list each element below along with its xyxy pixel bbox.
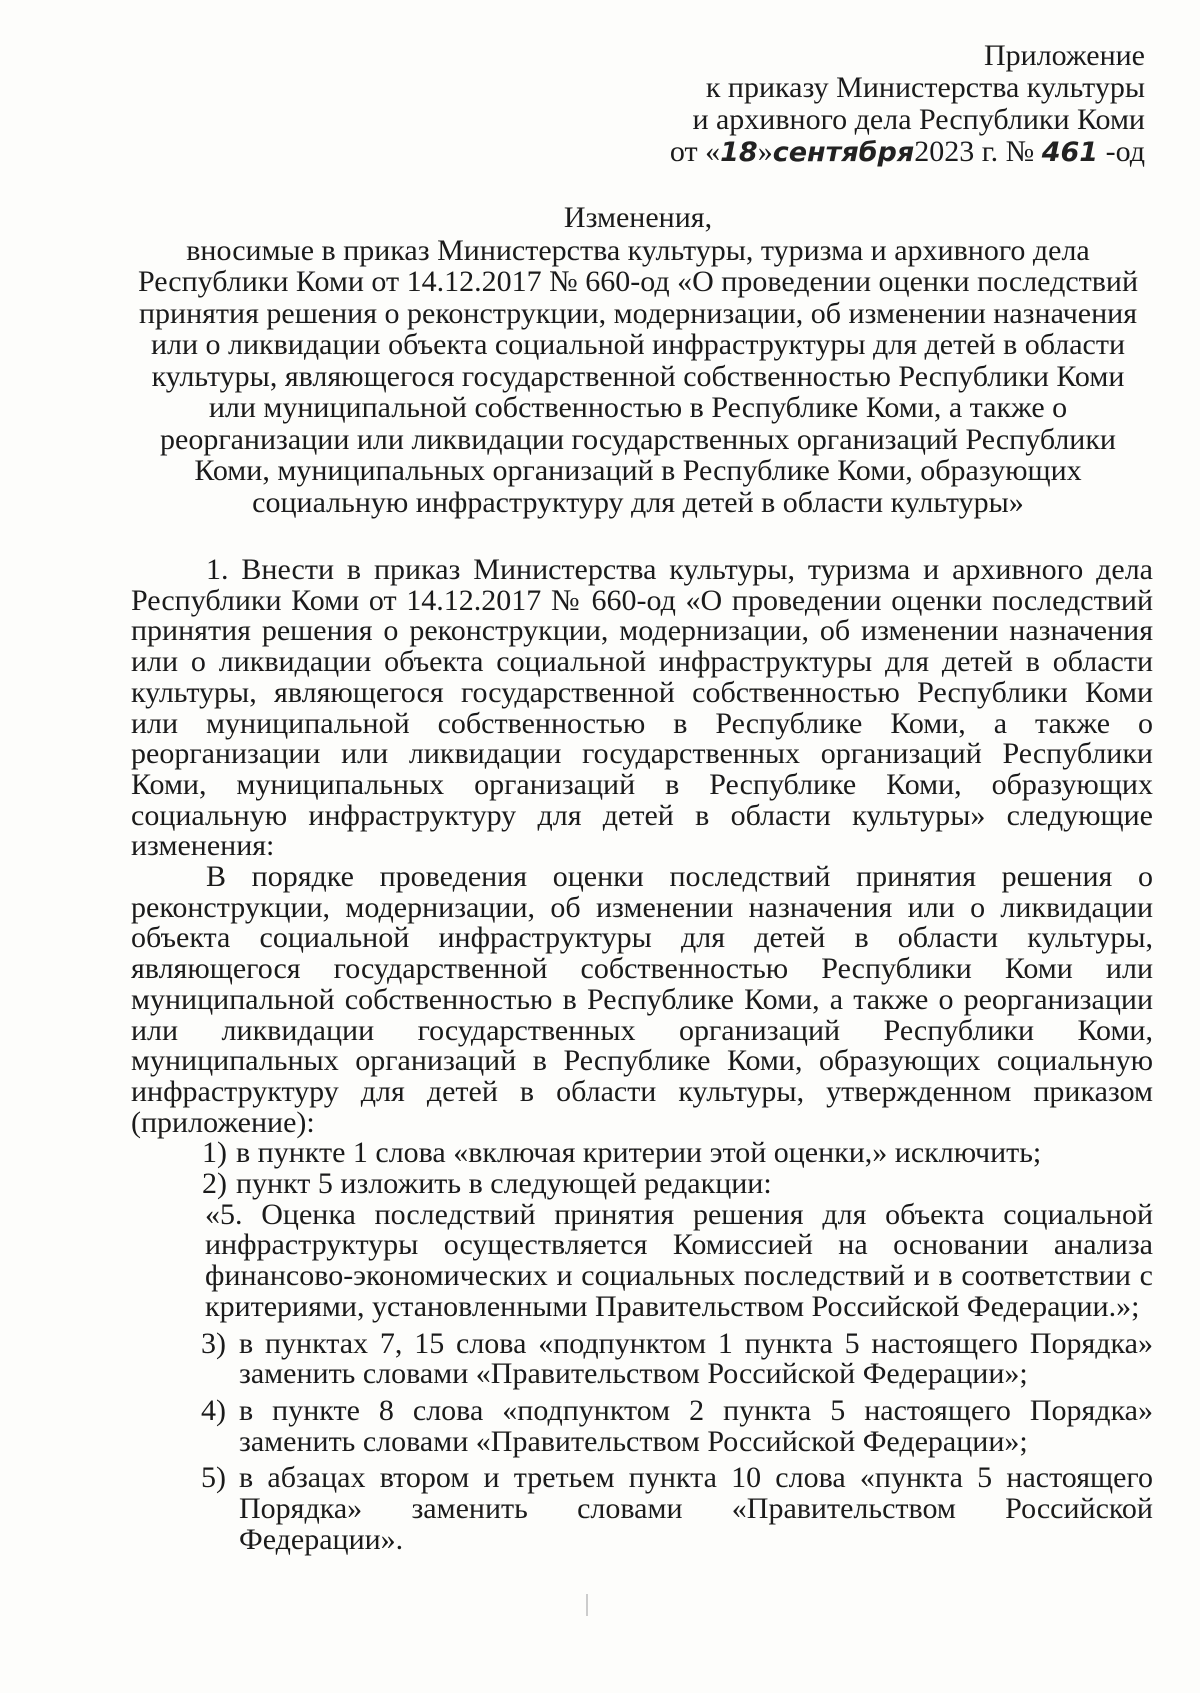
list-item-number: 4)	[201, 1393, 226, 1427]
appendix-line-1: Приложение	[983, 39, 1145, 72]
list-item-text: в пункте 1 слова «включая критерии этой оценки,» исключить;	[236, 1136, 1042, 1170]
date-month-handwritten: сентября	[772, 137, 915, 168]
paragraph-1: 1. Внести в приказ Министерства культуры, туризма и архивного дела Республики Коми от 14.12.2017 № 660-од «О проведении оценки последствий принятия решения о реконструкции, модернизации, об изменении назначения или о ликвидации объекта социальной инфраструктуры для детей в области культуры, являющегося государственной собственностью Республики Коми или муниципальной собственностью в Республике Коми, а также о реорганизации или ликвидации государственных организаций Республики Коми, муниципальных организаций в Республике Коми, образующих социальную инфраструктуру для детей в области культуры» следующие изменения:	[131, 553, 1153, 863]
list-item-text: пункт 5 изложить в следующей редакции:	[236, 1167, 772, 1201]
order-number-suffix: -од	[1105, 135, 1145, 168]
list-item-number: 5)	[201, 1461, 226, 1495]
list-item	[131, 1326, 1153, 1391]
date-year: 2023 г. №	[914, 135, 1035, 168]
list-item	[131, 1463, 1153, 1555]
title-subject: вносимые в приказ Министерства культуры, туризма и архивного дела Республики Коми от 14.12.2017 № 660-од «О проведении оценки последствий принятия решения о реконструкции, модернизации, об изменении назначения или о ликвидации объекта социальной инфраструктуры для детей в области культуры, являющегося государственной собственностью Республики Коми или муниципальной собственностью в Республике Коми, а также о реорганизации или ликвидации государственных организаций Республики Коми, муниципальных организаций в Республике Коми, образующих социальную инфраструктуру для детей в области культуры»	[137, 233, 1139, 519]
list-item	[131, 1138, 1153, 1169]
list-item	[131, 1393, 1153, 1458]
document-body	[131, 555, 1153, 1556]
list-item-number: 2)	[202, 1167, 227, 1201]
list-item-number: 3)	[201, 1326, 226, 1360]
list-item-text: в абзацах втором и третьем пункта 10 слова «пункта 5 настоящего Порядка» заменить словами «Правительством Российской Федерации».	[239, 1461, 1153, 1556]
list-item-text: в пункте 8 слова «подпунктом 2 пункта 5 настоящего Порядка» заменить словами «Правительством Российской Федерации»;	[239, 1393, 1153, 1458]
date-mid: »	[757, 135, 773, 168]
appendix-date-line	[670, 136, 1145, 169]
appendix-header	[670, 40, 1145, 169]
quoted-new-clause: «5. Оценка последствий принятия решения для объекта социальной инфраструктуры осуществляется Комиссией на основании анализа финансово-экономических и социальных последствий и в соответствии с критериями, установленными Правительством Российской Федерации.»;	[205, 1197, 1153, 1323]
scan-artifact	[586, 1594, 588, 1616]
list-item-text: в пунктах 7, 15 слова «подпунктом 1 пункта 5 настоящего Порядка» заменить словами «Правительством Российской Федерации»;	[239, 1326, 1153, 1391]
order-number-handwritten: 461	[1041, 137, 1099, 168]
list-item	[131, 1169, 1153, 1200]
date-prefix: от «	[669, 135, 721, 168]
date-day-handwritten: 18	[720, 137, 758, 168]
document-title	[128, 202, 1148, 518]
list-item-number: 1)	[202, 1136, 227, 1170]
paragraph-2: В порядке проведения оценки последствий принятия решения о реконструкции, модернизации, об изменении назначения или о ликвидации объекта социальной инфраструктуры для детей в области культуры, являющегося государственной собственностью Республики Коми или муниципальной собственностью в Республике Коми, а также о реорганизации или ликвидации государственных организаций Республики Коми, муниципальных организаций в Республике Коми, образующих социальную инфраструктуру для детей в области культуры, утвержденном приказом (приложение):	[131, 860, 1153, 1139]
title-heading: Изменения,	[563, 201, 713, 234]
appendix-line-2: к приказу Министерства культуры	[705, 71, 1145, 104]
appendix-line-3: и архивного дела Республики Коми	[692, 103, 1145, 136]
